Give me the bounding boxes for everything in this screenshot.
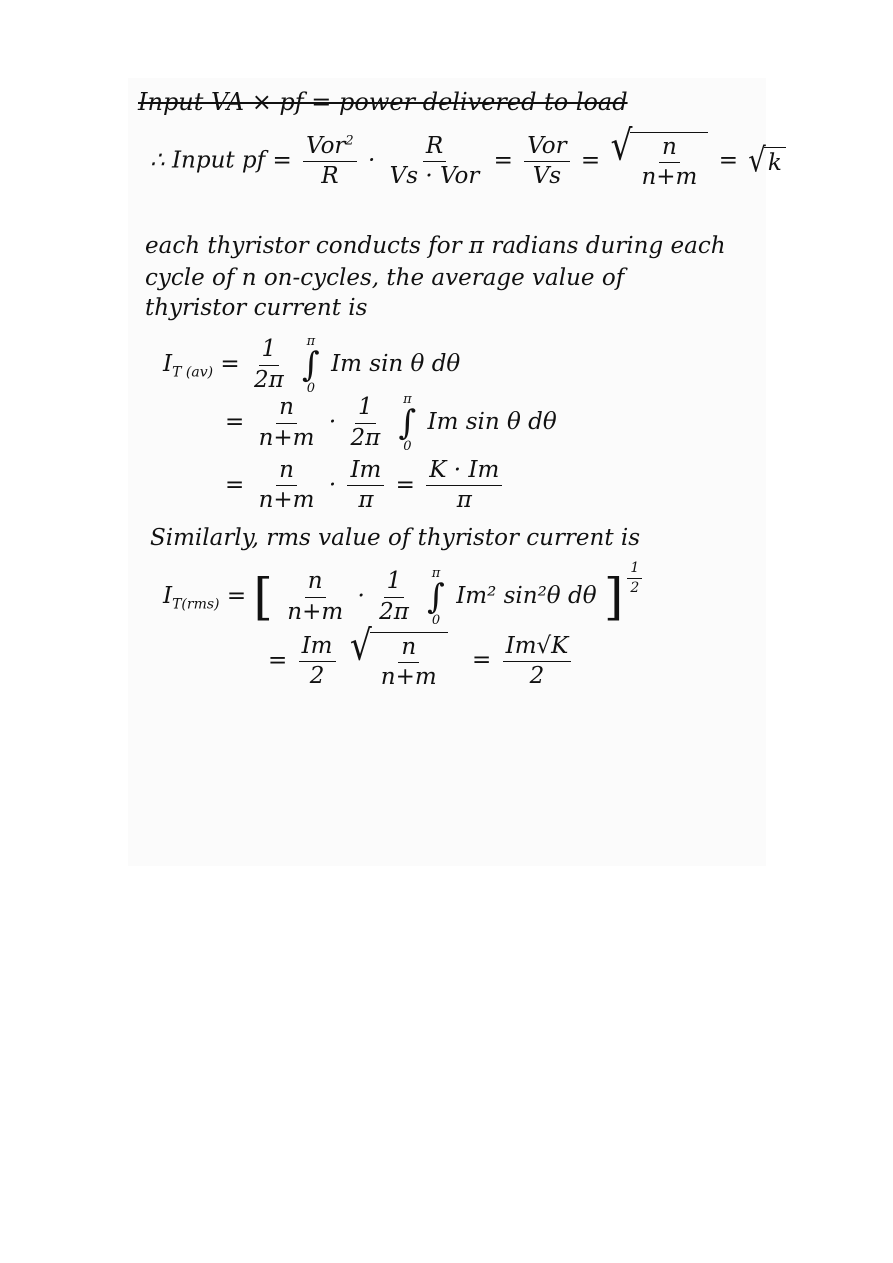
pf-equation: ∴ Input pf = $\frac{Vor^2}{R}$ · $\frac{R}{\text{Vs · Vor}}$ = $\frac{\text{Vor}}{Vs}$ = √ $\frac{n}{n+m}$ = √ k bbox=[150, 132, 789, 191]
vor-over-vs bbox=[524, 134, 569, 190]
r-over-vs-vor bbox=[387, 134, 483, 190]
para1-line1: each thyristor conducts for π radians during each bbox=[145, 233, 726, 259]
nm-den: n+m bbox=[641, 164, 698, 191]
para1-line3: thyristor current is bbox=[145, 295, 368, 321]
im-num: Im bbox=[299, 634, 336, 662]
it-subscript: T (av) bbox=[172, 364, 214, 381]
integral: π ∫ 0 bbox=[302, 334, 320, 396]
nm-den: n+m bbox=[380, 664, 437, 691]
avg-equation-line1: $I_{T (av)}$ = $\frac{1}{2\pi}$ π ∫ 0 Im sin θ dθ bbox=[163, 334, 461, 396]
vs-den: Vs bbox=[532, 162, 562, 189]
nm-den: n+m bbox=[287, 598, 344, 625]
one-num: 1 bbox=[384, 569, 405, 597]
integrand: Im sin θ dθ bbox=[427, 409, 557, 435]
im-num: Im bbox=[347, 458, 384, 486]
pi-den: π bbox=[456, 487, 472, 514]
vs-vor-den: Vs · Vor bbox=[389, 162, 480, 189]
nm-den: n+m bbox=[258, 424, 315, 451]
vor-text: Vor bbox=[306, 132, 346, 159]
two-pi-den: 2π bbox=[379, 598, 409, 625]
integrand: Im² sin²θ dθ bbox=[456, 583, 597, 609]
nm-den: n+m bbox=[258, 487, 315, 514]
n-num: n bbox=[276, 458, 297, 486]
avg-equation-line2: = $\frac{n}{n+m}$ · $\frac{1}{2\pi}$ π ∫ 0 Im sin θ dθ bbox=[225, 392, 557, 454]
exp-two: 2 bbox=[345, 132, 354, 148]
rms-equation-line1: $I_{T(rms)}$ = [ $\frac{n}{n+m}$ · $\frac{1}{2\pi}$ π ∫ 0 Im² sin²θ dθ ] $\frac{1}{2}$ bbox=[163, 567, 646, 627]
two-pi-den: 2π bbox=[253, 366, 284, 393]
integral: π ∫ 0 bbox=[398, 392, 417, 454]
lower-limit: 0 bbox=[306, 381, 316, 396]
half-exponent bbox=[627, 561, 642, 597]
two-den: 2 bbox=[529, 662, 545, 689]
one-num: 1 bbox=[355, 395, 376, 423]
r-text: R bbox=[321, 162, 339, 189]
it-symbol: I bbox=[163, 583, 173, 609]
lower-limit: 0 bbox=[431, 613, 441, 628]
sqrt-n-over-nm: √ $\frac{n}{n+m}$ bbox=[610, 132, 708, 191]
struck-line: Input VA × pf = power delivered to load bbox=[138, 88, 628, 116]
it-subscript: T(rms) bbox=[172, 596, 220, 613]
half-den: 2 bbox=[630, 580, 640, 597]
para1-line2: cycle of n on-cycles, the average value of bbox=[145, 265, 625, 291]
upper-limit: π bbox=[403, 392, 412, 407]
pf-lhs: ∴ Input pf = bbox=[150, 147, 292, 174]
n-num: n bbox=[305, 569, 326, 597]
n-num: n bbox=[398, 635, 419, 663]
integral: π ∫ 0 bbox=[427, 566, 445, 628]
rms-equation-line2: = $\frac{Im}{2}$ √ $\frac{n}{n+m}$ = $\frac{Im√K}{2}$ bbox=[268, 632, 575, 691]
r-num: R bbox=[423, 134, 446, 162]
one-num: 1 bbox=[259, 337, 280, 365]
vor-squared-over-r bbox=[303, 134, 357, 190]
im-sqrt-k-num: Im√K bbox=[503, 634, 572, 662]
integrand: Im sin θ dθ bbox=[331, 351, 461, 377]
pi-den: π bbox=[358, 487, 374, 514]
it-symbol: I bbox=[163, 351, 173, 377]
two-den: 2 bbox=[309, 662, 325, 689]
n-num: n bbox=[659, 135, 680, 163]
k-text: k bbox=[764, 147, 786, 176]
avg-equation-line3: = $\frac{n}{n+m}$ · $\frac{Im}{\pi}$ = $\frac{K \cdot Im}{\pi}$ bbox=[225, 458, 506, 514]
para2: Similarly, rms value of thyristor current is bbox=[150, 525, 641, 551]
lower-limit: 0 bbox=[403, 439, 412, 454]
upper-limit: π bbox=[306, 334, 316, 349]
sqrt-k: √ k bbox=[748, 147, 786, 176]
sqrt-n-over-nm: √ $\frac{n}{n+m}$ bbox=[350, 632, 448, 691]
vor-num: Vor bbox=[524, 134, 569, 162]
half-num: 1 bbox=[627, 561, 642, 579]
k-im-num: K · Im bbox=[426, 458, 502, 486]
upper-limit: π bbox=[431, 566, 441, 581]
n-num: n bbox=[276, 395, 297, 423]
two-pi-den: 2π bbox=[350, 424, 381, 451]
